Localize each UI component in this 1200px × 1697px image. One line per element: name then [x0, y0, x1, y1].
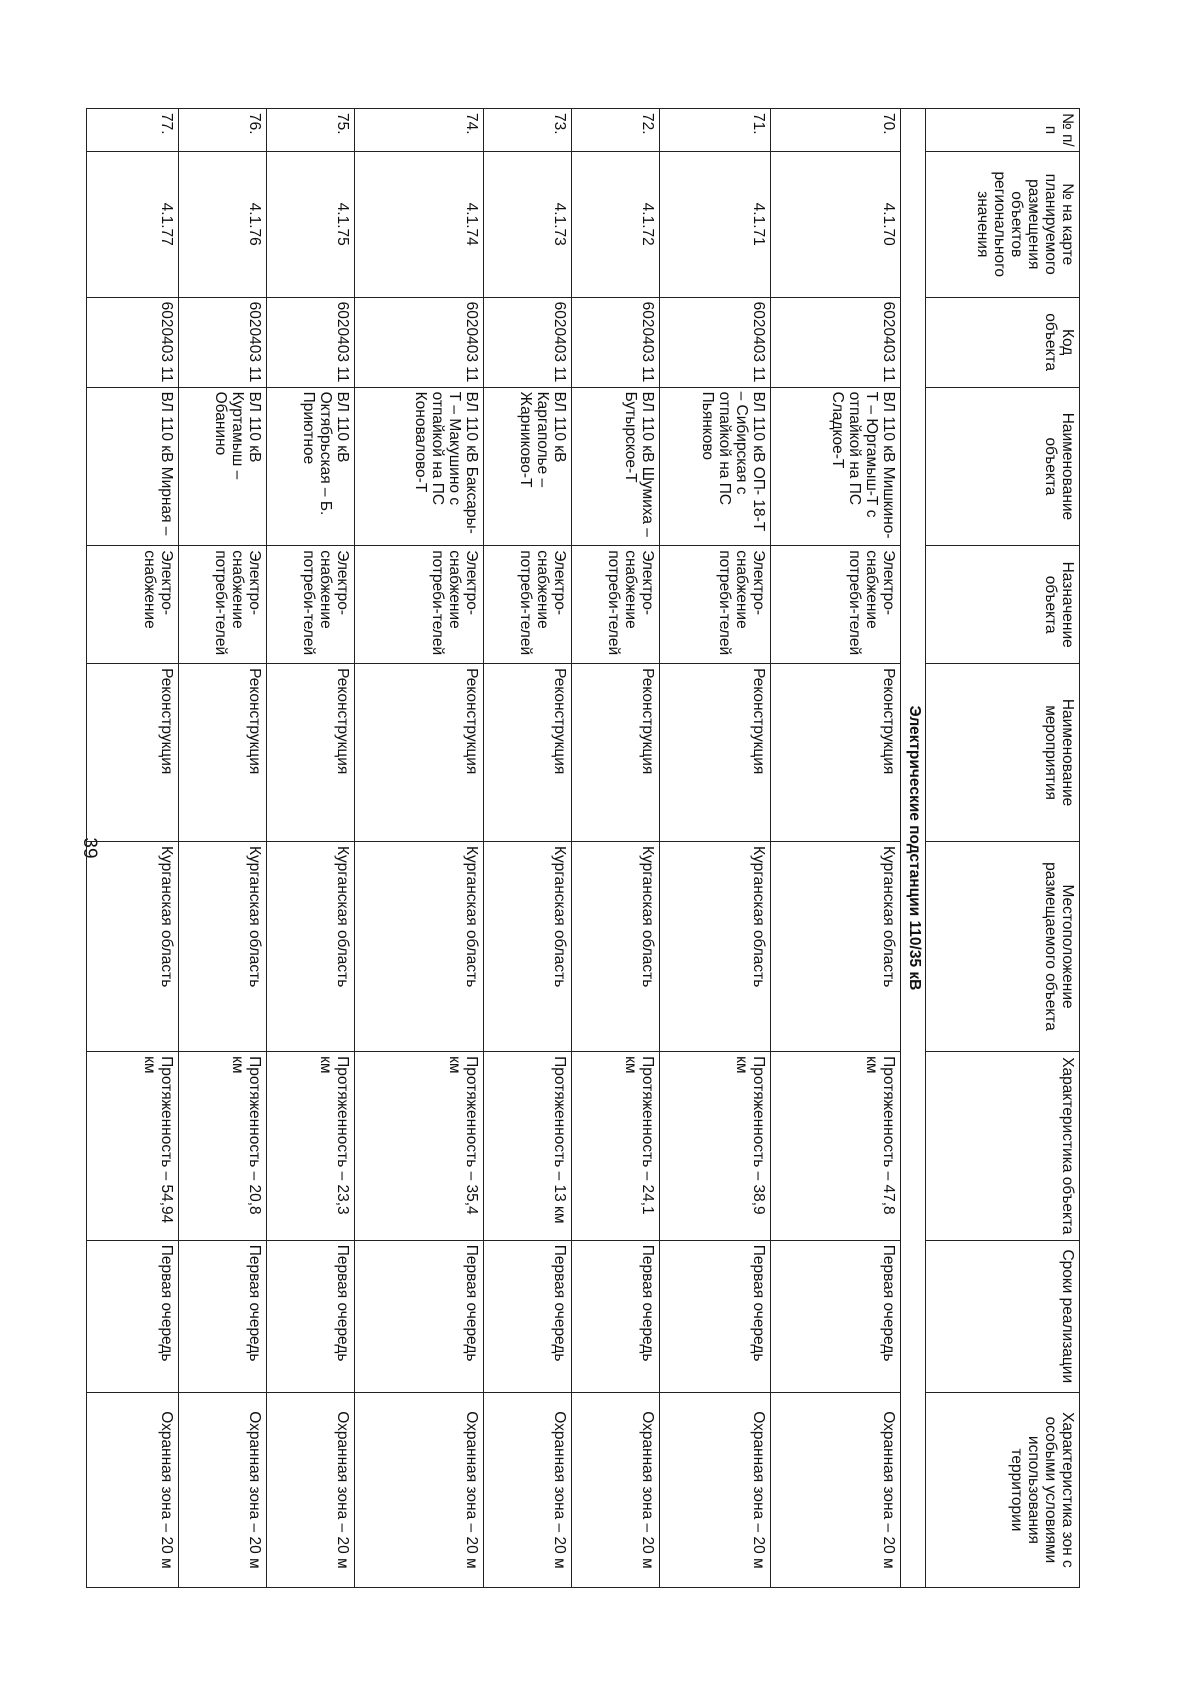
rotated-table-container — [120, 108, 1080, 1588]
cell-purpose: Электро-снабжение потреби-телей — [660, 546, 771, 664]
cell-zone: Охранная зона – 20 м — [179, 1392, 267, 1587]
cell-num: 76. — [179, 109, 267, 152]
cell-measure: Реконструкция — [179, 664, 267, 842]
section-row — [901, 109, 926, 1588]
cell-zone: Охранная зона – 20 м — [771, 1392, 901, 1587]
cell-name: ВЛ 110 кВ Октябрьская – Б. Приютное — [267, 387, 355, 546]
cell-name: ВЛ 110 кВ Мишкино-Т – Юргамыш-Т с отпайкой на ПС Сладкое-Т — [771, 387, 901, 546]
cell-term: Первая очередь — [179, 1240, 267, 1392]
cell-location: Курганская область — [179, 842, 267, 1052]
cell-map-num: 4.1.70 — [771, 151, 901, 297]
cell-measure: Реконструкция — [771, 664, 901, 842]
page-number: 39 — [79, 837, 100, 859]
table-row — [355, 109, 484, 1588]
cell-map-num: 4.1.75 — [267, 151, 355, 297]
header-code: Код объекта — [926, 297, 1080, 387]
header-purpose: Назначение объекта — [926, 546, 1080, 664]
table-row — [484, 109, 572, 1588]
cell-purpose: Электро-снабжение потреби-телей — [484, 546, 572, 664]
cell-location: Курганская область — [87, 842, 179, 1052]
cell-num: 75. — [267, 109, 355, 152]
header-map-num: № на карте планируемого размещения объектов регионального значения — [926, 151, 1080, 297]
cell-characteristic: Протяженность – 38,9 км — [660, 1052, 771, 1241]
cell-measure: Реконструкция — [355, 664, 484, 842]
cell-code: 6020403 11 — [179, 297, 267, 387]
cell-code: 6020403 11 — [771, 297, 901, 387]
cell-code: 6020403 11 — [355, 297, 484, 387]
cell-characteristic: Протяженность – 23,3 км — [267, 1052, 355, 1241]
objects-table — [86, 108, 1080, 1588]
cell-map-num: 4.1.73 — [484, 151, 572, 297]
cell-map-num: 4.1.71 — [660, 151, 771, 297]
cell-purpose: Электро-снабжение потреби-телей — [572, 546, 660, 664]
cell-name: ВЛ 110 кВ Мирная – — [87, 387, 179, 546]
cell-measure: Реконструкция — [660, 664, 771, 842]
cell-num: 72. — [572, 109, 660, 152]
cell-purpose: Электро-снабжение потреби-телей — [267, 546, 355, 664]
header-num: № п/п — [926, 109, 1080, 152]
header-measure: Наименование мероприятия — [926, 664, 1080, 842]
cell-zone: Охранная зона – 20 м — [355, 1392, 484, 1587]
cell-purpose: Электро-снабжение потреби-телей — [355, 546, 484, 664]
table-row — [179, 109, 267, 1588]
cell-characteristic: Протяженность – 20,8 км — [179, 1052, 267, 1241]
header-zone: Характеристика зон с особыми условиями использования территории — [926, 1392, 1080, 1587]
cell-name: ВЛ 110 кВ Баксары-Т – Макушино с отпайкой на ПС Коновалово-Т — [355, 387, 484, 546]
cell-term: Первая очередь — [87, 1240, 179, 1392]
cell-term: Первая очередь — [771, 1240, 901, 1392]
section-title: Электрические подстанции 110/35 кВ — [901, 109, 926, 1588]
table-row — [572, 109, 660, 1588]
cell-map-num: 4.1.76 — [179, 151, 267, 297]
cell-characteristic: Протяженность – 13 км — [484, 1052, 572, 1241]
header-characteristic: Характеристика объекта — [926, 1052, 1080, 1241]
cell-num: 77. — [87, 109, 179, 152]
cell-term: Первая очередь — [660, 1240, 771, 1392]
cell-zone: Охранная зона – 20 м — [267, 1392, 355, 1587]
cell-location: Курганская область — [771, 842, 901, 1052]
cell-measure: Реконструкция — [572, 664, 660, 842]
header-location: Местоположение размещаемого объекта — [926, 842, 1080, 1052]
cell-measure: Реконструкция — [484, 664, 572, 842]
cell-code: 6020403 11 — [267, 297, 355, 387]
header-term: Сроки реализации — [926, 1240, 1080, 1392]
cell-name: ВЛ 110 кВ Куртамыш – Обанино — [179, 387, 267, 546]
cell-num: 71. — [660, 109, 771, 152]
header-name: Наименование объекта — [926, 387, 1080, 546]
cell-code: 6020403 11 — [87, 297, 179, 387]
cell-term: Первая очередь — [355, 1240, 484, 1392]
cell-location: Курганская область — [267, 842, 355, 1052]
header-row — [926, 109, 1080, 1588]
cell-location: Курганская область — [355, 842, 484, 1052]
cell-term: Первая очередь — [484, 1240, 572, 1392]
table-row — [267, 109, 355, 1588]
cell-characteristic: Протяженность – 24,1 км — [572, 1052, 660, 1241]
cell-name: ВЛ 110 кВ Шумиха – Бутырское-Т — [572, 387, 660, 546]
cell-characteristic: Протяженность – 47,8 км — [771, 1052, 901, 1241]
cell-map-num: 4.1.72 — [572, 151, 660, 297]
cell-characteristic: Протяженность – 54,94 км — [87, 1052, 179, 1241]
cell-purpose: Электро-снабжение потреби-телей — [179, 546, 267, 664]
cell-location: Курганская область — [572, 842, 660, 1052]
cell-measure: Реконструкция — [87, 664, 179, 842]
cell-name: ВЛ 110 кВ Каргаполье – Жарниково-Т — [484, 387, 572, 546]
table-row — [771, 109, 901, 1588]
cell-num: 74. — [355, 109, 484, 152]
cell-characteristic: Протяженность – 35,4 км — [355, 1052, 484, 1241]
cell-num: 70. — [771, 109, 901, 152]
cell-purpose: Электро-снабжение — [87, 546, 179, 664]
cell-name: ВЛ 110 кВ ОП- 18-Т – Сибирская с отпайкой на ПС Пьянково — [660, 387, 771, 546]
cell-zone: Охранная зона – 20 м — [87, 1392, 179, 1587]
cell-map-num: 4.1.77 — [87, 151, 179, 297]
cell-code: 6020403 11 — [572, 297, 660, 387]
cell-term: Первая очередь — [267, 1240, 355, 1392]
cell-location: Курганская область — [660, 842, 771, 1052]
cell-code: 6020403 11 — [484, 297, 572, 387]
cell-zone: Охранная зона – 20 м — [572, 1392, 660, 1587]
cell-location: Курганская область — [484, 842, 572, 1052]
cell-purpose: Электро-снабжение потреби-телей — [771, 546, 901, 664]
cell-term: Первая очередь — [572, 1240, 660, 1392]
cell-num: 73. — [484, 109, 572, 152]
table-row — [660, 109, 771, 1588]
cell-zone: Охранная зона – 20 м — [484, 1392, 572, 1587]
cell-measure: Реконструкция — [267, 664, 355, 842]
cell-zone: Охранная зона – 20 м — [660, 1392, 771, 1587]
cell-map-num: 4.1.74 — [355, 151, 484, 297]
table-row — [87, 109, 179, 1588]
cell-code: 6020403 11 — [660, 297, 771, 387]
